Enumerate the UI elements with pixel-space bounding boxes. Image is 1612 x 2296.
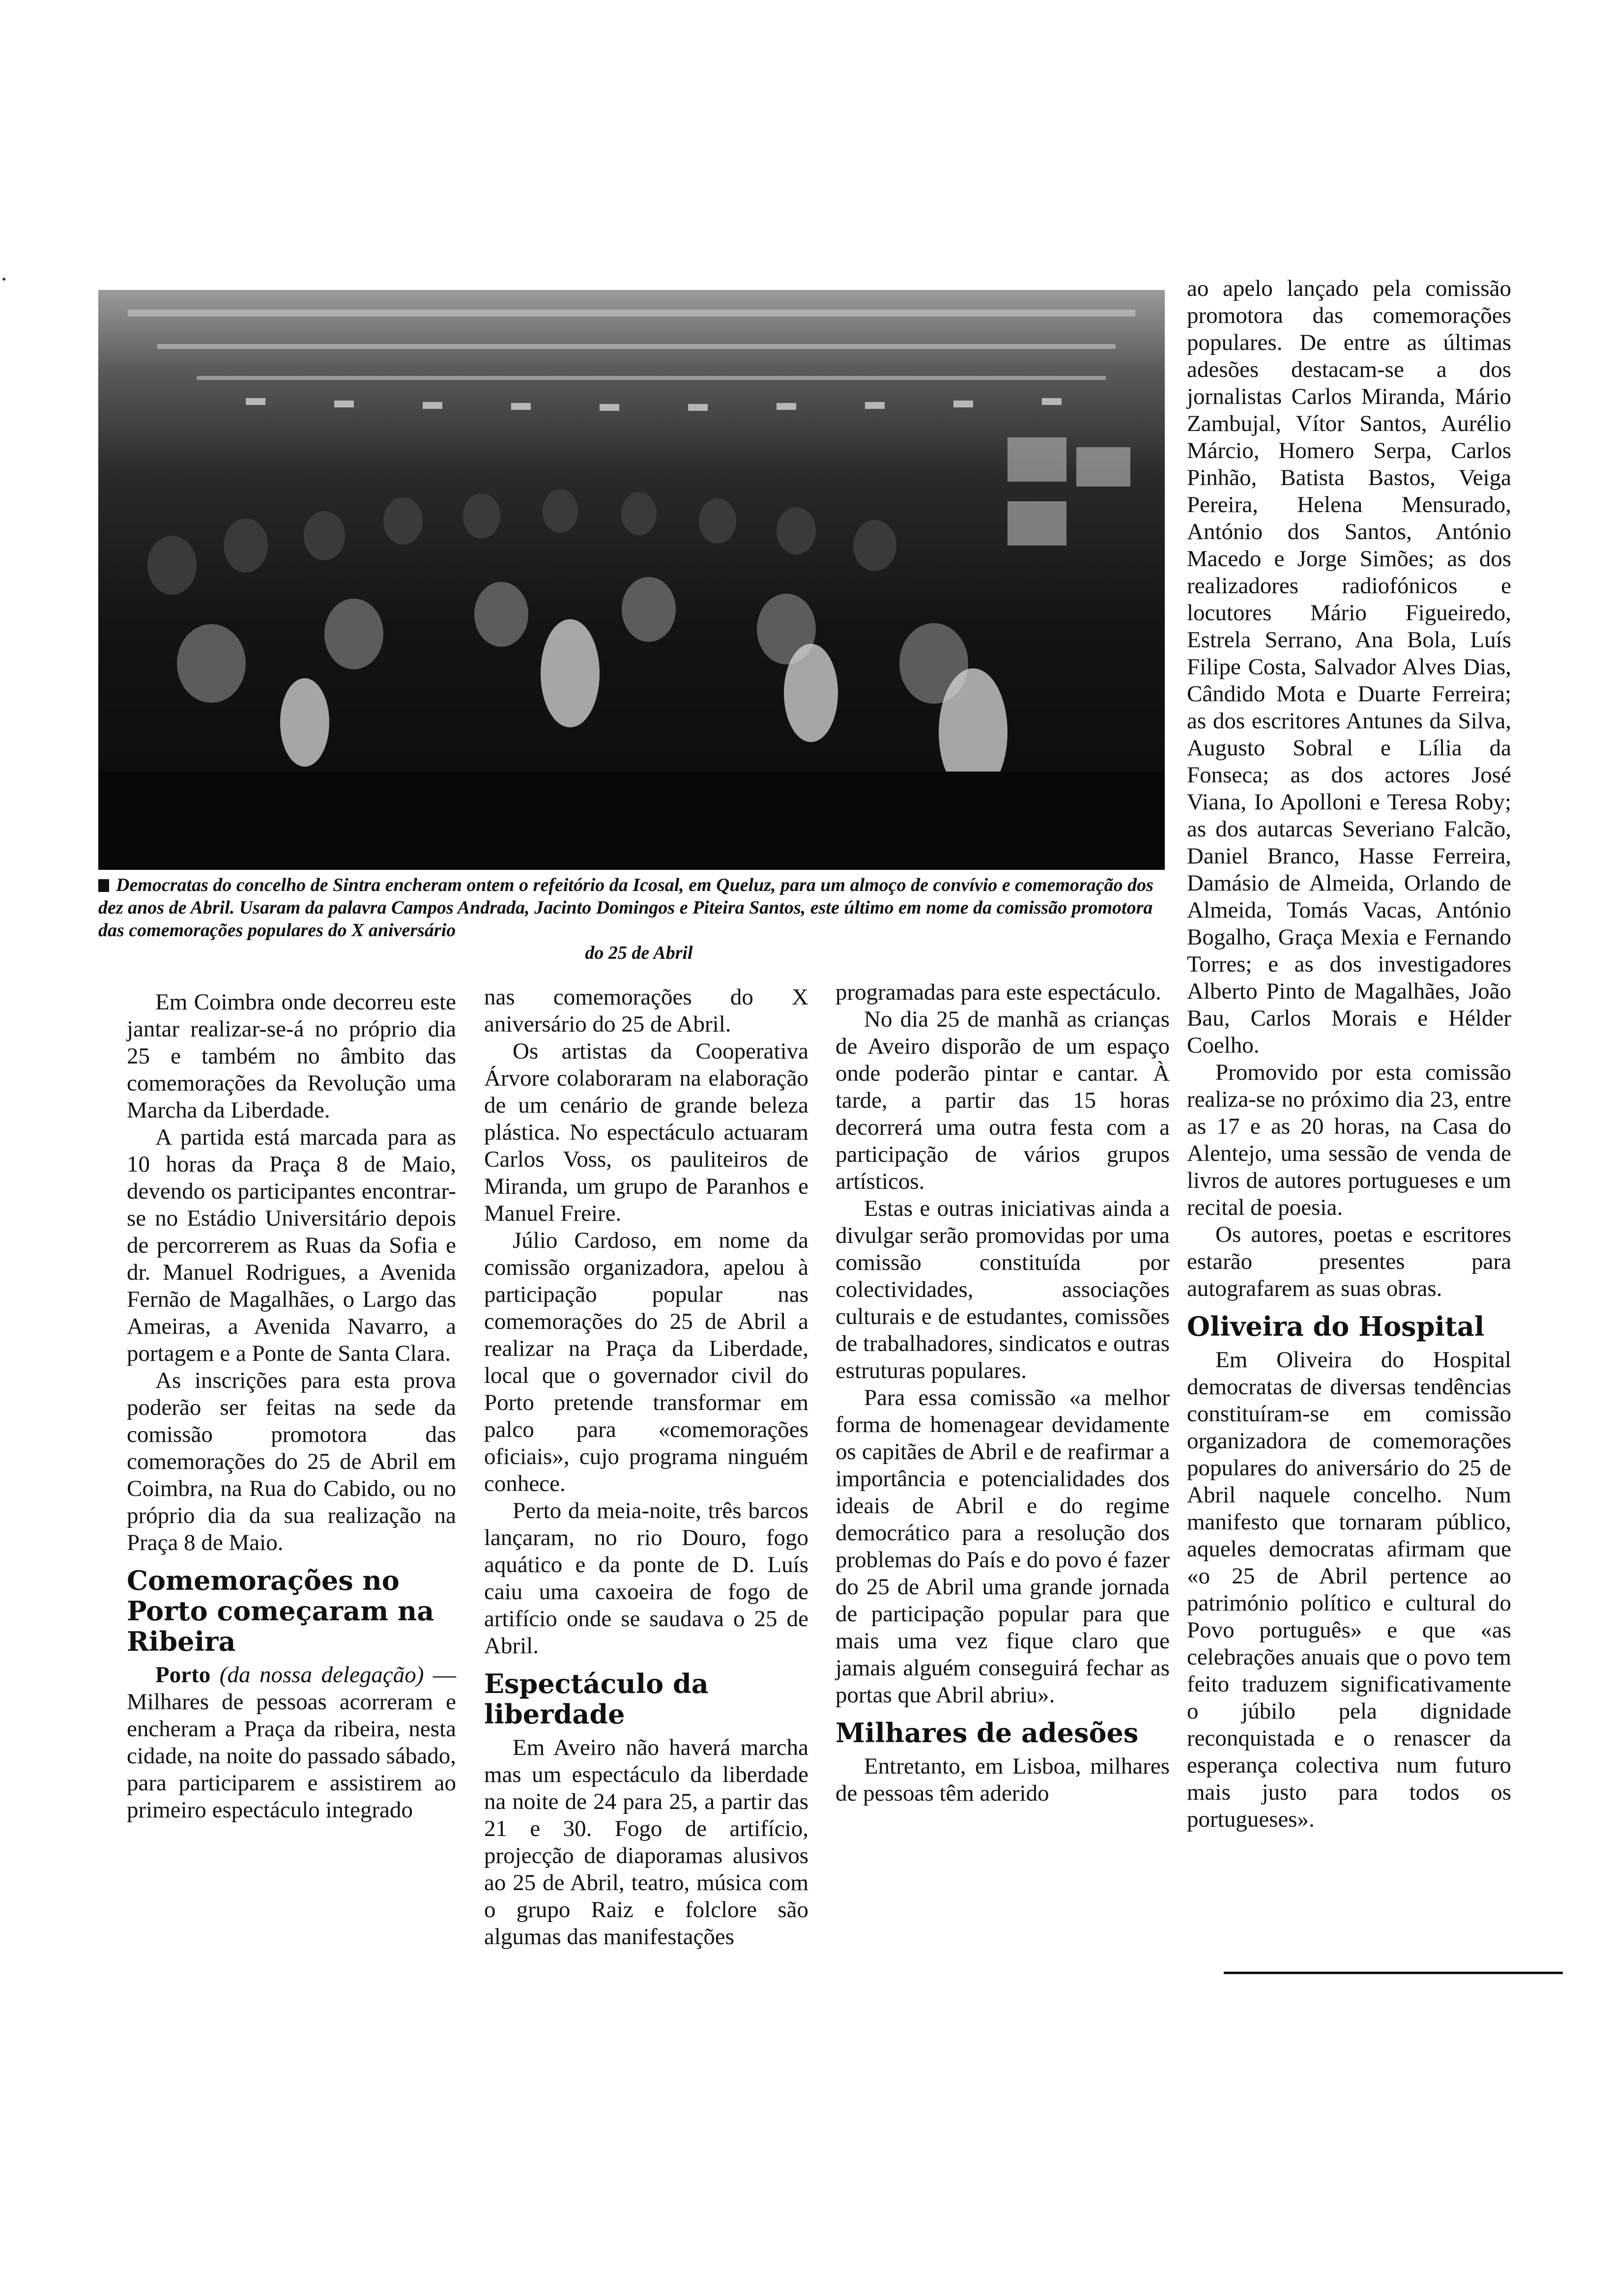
photo-caption [98,874,1180,964]
paragraph: Para essa comissão «a melhor forma de homenagear devidamente os capitães de Abril e de reafirmar a importância e potencialidades dos ideais de Abril e do regime democrático para a resolução dos problemas do País e do povo é fazer do 25 de Abril uma grande jornada de participação popular para que mais uma vez fique claro que jamais alguém conseguirá fechar as portas que Abril abriu». [835,1385,1170,1708]
paragraph-text: — Milhares de pessoas acorreram e encheram a Praça da ribeira, nesta cidade, na noite do passado sábado, para participarem e assistirem ao primeiro espectáculo integrado [127,1662,457,1823]
paragraph [127,1662,456,1824]
bullet-square-icon [98,879,109,892]
dateline-city: Porto [155,1662,211,1688]
column-4 [1187,275,1511,1833]
paragraph: nas comemorações do X aniversário do 25 de Abril. [484,984,808,1037]
paragraph: Entretanto, em Lisboa, milhares de pessoas têm aderido [835,1753,1170,1806]
subheading-adesoes: Milhares de adesões [835,1717,1139,1749]
article-end-rule [1224,1972,1563,1974]
paragraph: Em Coimbra onde decorreu este jantar realizar-se-á no próprio dia 25 e também no âmbito das comemorações da Revolução uma Marcha da Liberdade. [127,989,456,1123]
paragraph: ao apelo lançado pela comissão promotora das comemorações populares. De entre as últimas adesões destacam-se a dos jornalistas Carlos Miranda, Mário Zambujal, Vítor Santos, Aurélio Márcio, Homero Serpa, Carlos Pinhão, Batista Bastos, Veiga Pereira, Helena Mensurado, António dos Santos, António Macedo e Jorge Simões; as dos realizadores radiofónicos e locutores Mário Figueiredo, Estrela Serrano, Ana Bola, Luís Filipe Costa, Salvador Alves Dias, Cândido Mota e Duarte Ferreira; as dos escritores Antunes da Silva, Augusto Sobral e Lília da Fonseca; as dos actores José Viana, Io Apolloni e Teresa Roby; as dos autarcas Severiano Falcão, Daniel Branco, Hasse Ferreira, Damásio de Almeida, Orlando de Almeida, Tomás Vacas, António Bogalho, Graça Mexia e Fernando Torres; e as dos investigadores Alberto Pinto de Magalhães, João Bau, Carlos Morais e Hélder Coelho. [1187,276,1511,1058]
paragraph: Em Oliveira do Hospital democratas de diversas tendências constituíram-se em comissão organizadora de comemorações populares do aniversário do 25 de Abril naquele concelho. Num manifesto que tornaram público, aqueles democratas afirmam que «o 25 de Abril pertence ao património político e cultural do Povo português» e que «as celebrações anuais que o povo tem feito traduzem significativamente o júbilo pela dignidade reconquistada e o renascer da esperança colectiva num futuro mais justo para todos os portugueses». [1187,1347,1511,1832]
crowd-photo-graphic [98,290,1165,870]
paragraph: programadas para este espectáculo. [835,979,1161,1005]
paragraph: Os artistas da Cooperativa Árvore colaboraram na elaboração de um cenário de grande beleza plástica. No espectáculo actuaram Carlos Voss, os pauliteiros de Miranda, um grupo de Paranhos e Manuel Freire. [484,1038,808,1226]
paragraph: Júlio Cardoso, em nome da comissão organizadora, apelou à participação popular nas comemorações do 25 de Abril a realizar na Praça da Liberdade, local que o governador civil do Porto pretende transformar em palco para «comemorações oficiais», cujo programa ninguém conhece. [484,1228,808,1496]
caption-text: Democratas do concelho de Sintra encheram ontem o refeitório da Icosal, em Queluz, para um almoço de convívio e comemoração dos dez anos de Abril. Usaram da palavra Campos Andrada, Jacinto Domingos e Piteira Santos, este último em nome da comissão promotora das comemorações populares do X aniversário [98,875,1153,941]
paragraph: Em Aveiro não haverá marcha mas um espectáculo da liberdade na noite de 24 para 25, a partir das 21 e 30. Fogo de artifício, projecção de diaporamas alusivos ao 25 de Abril, teatro, música com o grupo Raiz e folclore são algumas das manifestações [484,1735,808,1950]
paragraph: Promovido por esta comissão realiza-se no próximo dia 23, entre as 17 e as 20 horas, na Casa do Alentejo, uma sessão de venda de livros de autores portugueses e um recital de poesia. [1187,1060,1511,1220]
paragraph: A partida está marcada para as 10 horas da Praça 8 de Maio, devendo os participantes encontrar-se no Estádio Universitário depois de percorrerem as Ruas da Sofia e dr. Manuel Rodrigues, a Avenida Fernão de Magalhães, o Largo das Ameiras, a Avenida Navarro, a portagem e a Ponte de Santa Clara. [127,1124,456,1366]
paragraph: No dia 25 de manhã as crianças de Aveiro disporão de um espaço onde poderão pintar e cantar. À tarde, a partir das 15 horas decorrerá uma outra festa com a participação de vários grupos artísticos. [835,1006,1170,1194]
column-1 [127,989,456,1824]
paragraph: As inscrições para esta prova poderão ser feitas na sede da comissão promotora das comemorações do 25 de Abril em Coimbra, na Rua do Cabido, ou no próprio dia da sua realização na Praça 8 de Maio. [127,1368,456,1555]
column-2 [484,984,808,1951]
subheading-espectaculo: Espectáculo da liberdade [484,1668,709,1730]
paragraph: Estas e outras iniciativas ainda a divulgar serão promovidas por uma comissão constituída por colectividades, associações culturais e de estudantes, comissões de trabalhadores, sindicatos e outras estruturas populares. [835,1196,1170,1383]
event-photo [98,290,1165,870]
subheading-porto: Comemorações no Porto começaram na Ribeira [127,1565,434,1657]
column-3 [835,979,1170,1807]
paragraph: Perto da meia-noite, três barcos lançaram, no rio Douro, fogo aquático e da ponte de D. Luís caiu uma caxoeira de fogo de artifício onde se saudava o 25 de Abril. [484,1498,808,1659]
scan-speck [2,278,5,281]
paragraph: Os autores, poetas e escritores estarão presentes para autografarem as suas obras. [1187,1222,1511,1301]
subheading-oliveira: Oliveira do Hospital [1187,1311,1485,1342]
dateline-source: (da nossa delegação) [219,1662,424,1688]
caption-last-line: do 25 de Abril [585,943,693,963]
